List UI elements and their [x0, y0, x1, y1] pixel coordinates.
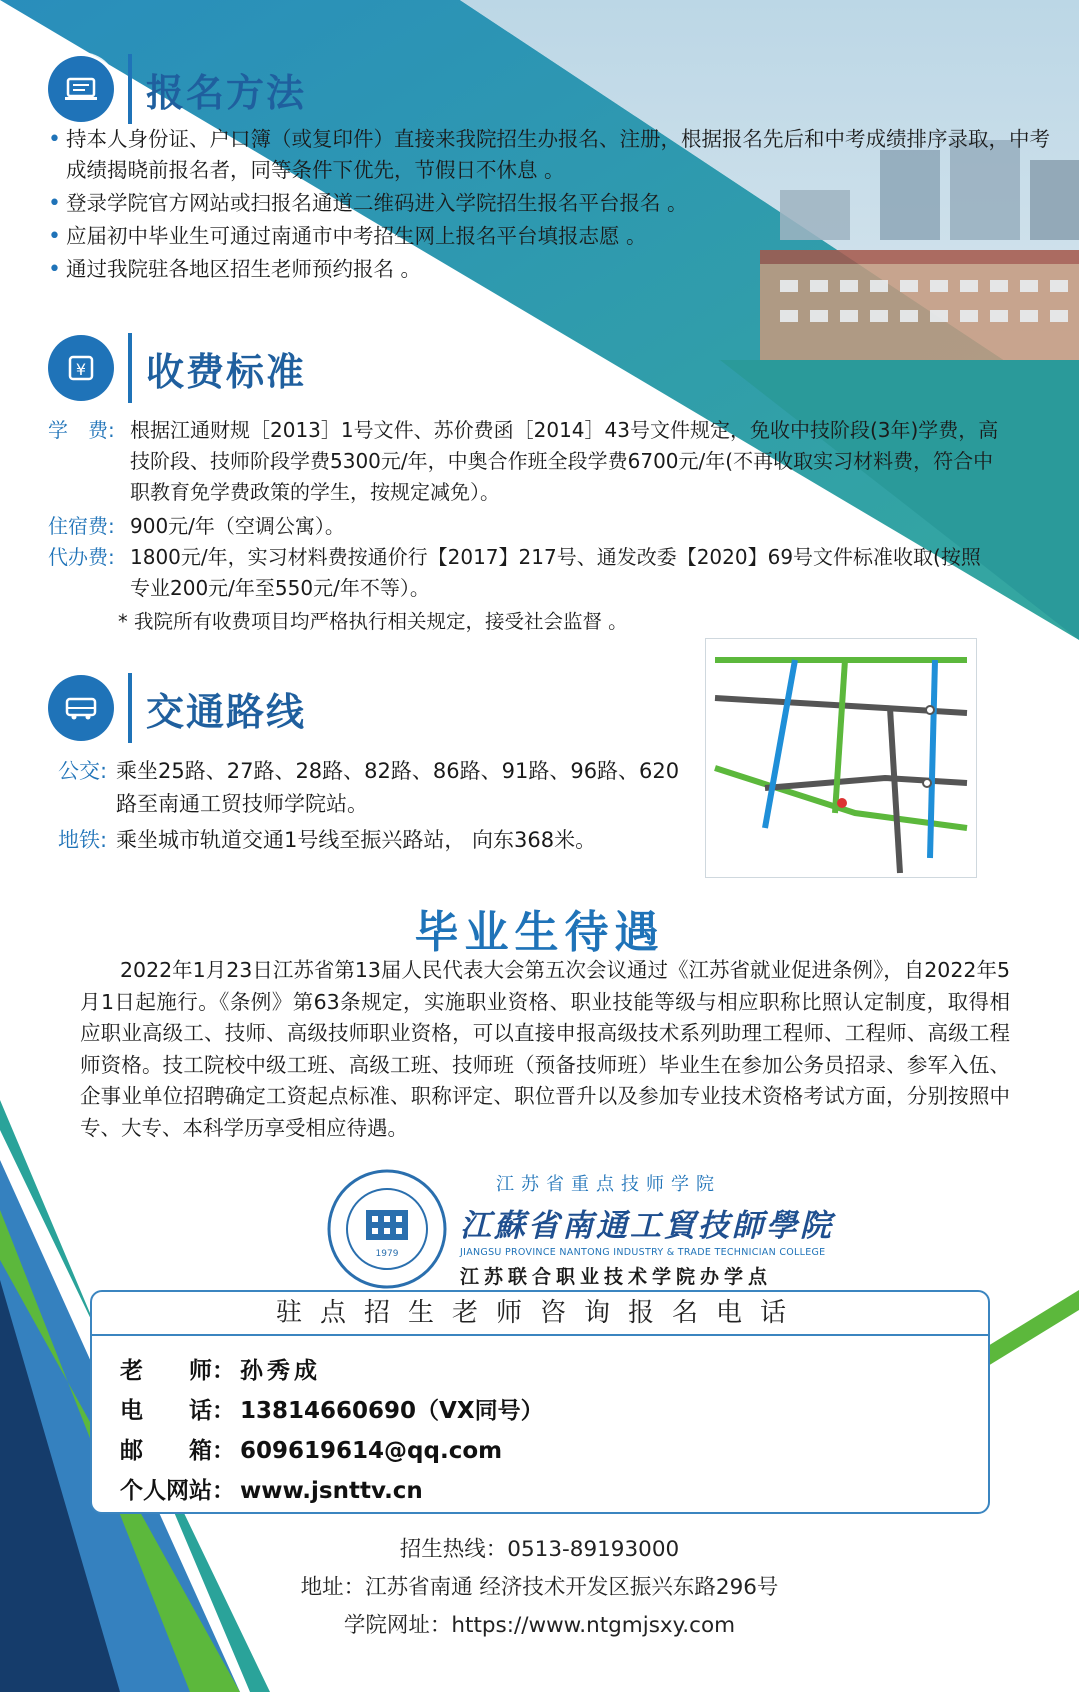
fees-header [48, 333, 306, 403]
metro-text: 乘坐城市轨道交通1号线至振兴路站， 向东368米。 [116, 828, 597, 852]
fee-text: 1800元/年，实习材料费按通价行【2017】217号、通发改委【2020】69号文件标准收取(按照专业200元/年至550元/年不等）。 [130, 545, 981, 600]
logo-english-name: JIANGSU PROVINCE NANTONG INDUSTRY & TRADE TECHNICIAN COLLEGE [460, 1246, 826, 1258]
phone-label: 电 话： [120, 1398, 235, 1424]
teacher-name: 孙秀成 [240, 1358, 321, 1384]
fee-text: 根据江通财规［2013］1号文件、苏价费函［2014］43号文件规定，免收中技阶段(3年)学费，高技阶段、技师阶段学费5300元/年，中奥合作班全段学费6700元/年(不再收取实习材料费，符合中职教育免学费政策的学生，按规定减免）。 [130, 418, 999, 504]
contact-email [120, 1432, 502, 1465]
fee-label: 住宿费: [48, 514, 115, 538]
traffic-header [48, 673, 306, 743]
registration-title: 报名方法 [146, 70, 307, 115]
svg-text:¥: ¥ [75, 360, 87, 379]
footer-address: 地址：江苏省南通 经济技术开发区振兴东路296号 [300, 1575, 779, 1600]
footer-website[interactable]: 学院网址：https://www.ntgmjsxy.com [343, 1613, 736, 1638]
header-divider [128, 333, 132, 403]
traffic-title: 交通路线 [146, 689, 307, 734]
fee-label: 学 费: [48, 418, 115, 442]
bus-route [58, 755, 698, 821]
logo-college-name: 江蘇省南通工貿技師學院 [460, 1207, 834, 1244]
fees-note: * 我院所有收费项目均严格执行相关规定，接受社会监督 。 [118, 610, 628, 633]
website-label: 个人网站： [120, 1478, 235, 1504]
bus-label: 公交: [58, 759, 108, 783]
metro-route [58, 824, 596, 857]
header-divider [128, 54, 132, 124]
contact-box [90, 1290, 990, 1514]
bus-text: 乘坐25路、27路、28路、82路、86路、91路、96路、620路至南通工贸技师学院站。 [116, 759, 680, 816]
logo-subtitle: 江苏省重点技师学院 [496, 1173, 721, 1195]
metro-label: 地铁: [58, 828, 108, 852]
list-item: • 持本人身份证、户口簿（或复印件）直接来我院招生办报名、注册，根据报名先后和中考成绩排序录取，中考成绩揭晓前报名者，同等条件下优先，节假日不休息 。 [48, 124, 1058, 186]
email-label: 邮 箱： [120, 1438, 235, 1464]
logo-affiliation: 江苏联合职业技术学院办学点 [460, 1265, 773, 1288]
contact-teacher [120, 1352, 321, 1385]
email-link[interactable]: 609619614@qq.com [240, 1438, 503, 1464]
route-map [705, 638, 977, 878]
money-icon [48, 335, 114, 401]
fee-text: 900元/年（空调公寓）。 [130, 514, 345, 538]
list-item: • 应届初中毕业生可通过南通市中考招生网上报名平台填报志愿 。 [48, 221, 1058, 252]
contact-website [120, 1472, 423, 1505]
fee-row-tuition [48, 415, 1000, 508]
bus-icon [48, 675, 114, 741]
graduate-text: 2022年1月23日江苏省第13届人民代表大会第五次会议通过《江苏省就业促进条例》，自2022年5月1日起施行。《条例》第63条规定，实施职业资格、职业技能等级与相应职称比照认定制度，取得相应职业高级工、技师、高级技师职业资格，可以直接申报高级技术系列助理工程师、工程师、高级工程师资格。技工院校中级工班、高级工班、技师班（预备技师班）毕业生在参加公务员招录、参军入伍、企事业单位招聘确定工资起点标准、职称评定、职位晋升以及参加专业技术资格考试方面，分别按照中专、大专、本科学历享受相应待遇。 [80, 958, 1010, 1140]
teacher-label: 老 师： [120, 1358, 235, 1384]
registration-list [48, 124, 1058, 287]
graduate-title: 毕业生待遇 [414, 907, 665, 958]
contact-phone [120, 1392, 544, 1425]
fees-title: 收费标准 [146, 349, 307, 394]
footer-hotline: 招生热线：0513-89193000 [399, 1537, 680, 1562]
fee-label: 代办费: [48, 545, 115, 569]
college-seal-icon [326, 1168, 448, 1290]
laptop-icon [48, 56, 114, 122]
header-divider [128, 673, 132, 743]
svg-text:1979: 1979 [375, 1249, 399, 1259]
contact-header: 驻点招生老师咨询报名电话 [92, 1292, 988, 1336]
fee-row-dorm [48, 511, 1000, 542]
list-item: • 通过我院驻各地区招生老师预约报名 。 [48, 254, 1058, 285]
registration-header [48, 54, 306, 124]
fee-row-agency [48, 542, 1000, 604]
list-item: • 登录学院官方网站或扫报名通道二维码进入学院招生报名平台报名 。 [48, 188, 1058, 219]
college-logo-block [326, 1168, 834, 1290]
website-link[interactable]: www.jsnttv.cn [240, 1478, 423, 1504]
phone-number[interactable]: 13814660690（VX同号） [240, 1398, 544, 1424]
